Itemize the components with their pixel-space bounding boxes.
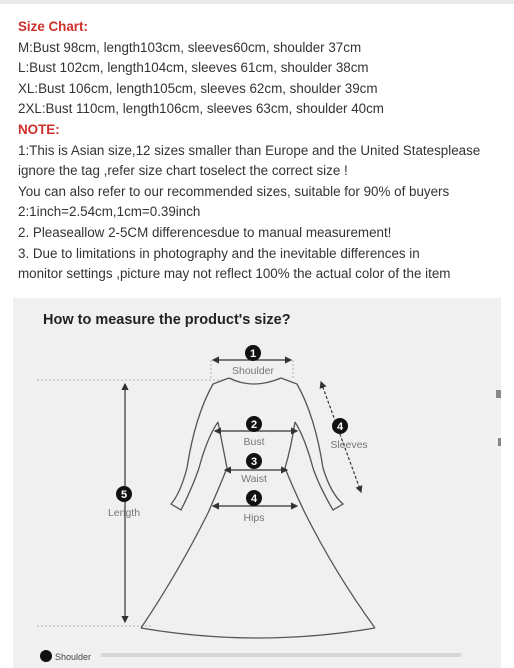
length-label: Length [107,507,141,519]
note-line: 2. Pleaseallow 2-5CM differencesdue to manual measurement! [18,224,392,240]
size-row-m: M:Bust 98cm, length103cm, sleeves60cm, shoulder 37cm [18,39,362,55]
badge-hips [246,490,262,506]
badge-sleeves [332,418,348,434]
size-row-2xl: 2XL:Bust 110cm, length106cm, sleeves 63cm, shoulder 40cm [18,101,384,117]
dress-outline [141,378,375,638]
badge-waist [246,453,262,469]
note-line: 2:1inch=2.54cm,1cm=0.39inch [18,204,201,220]
svg-text:4: 4 [336,421,344,433]
svg-text:1: 1 [249,348,257,360]
note-line: monitor settings ,picture may not reflect 100% the actual color of the item [18,266,451,282]
bust-label: Bust [243,436,265,448]
svg-text:5: 5 [120,489,128,501]
svg-text:3: 3 [250,456,258,468]
badge-bust [246,416,262,432]
size-description [18,17,508,285]
size-row-l: L:Bust 102cm, length104cm, sleeves 61cm, shoulder 38cm [18,60,369,76]
svg-text:2: 2 [250,419,258,431]
note-line: ignore the tag ,refer size chart toselect the correct size ! [18,163,348,179]
note-line: 1:This is Asian size,12 sizes smaller than Europe and the United Statesplease [18,142,481,158]
measure-guide-image [13,298,501,668]
note-title: NOTE: [18,121,60,137]
badge-shoulder [245,345,261,361]
hips-label: Hips [243,512,265,524]
dress-diagram [13,298,501,668]
shoulder-label: Shoulder [231,365,275,377]
sleeves-label: Sleeves [330,439,368,451]
svg-text:Shoulder: Shoulder [55,652,92,662]
svg-text:4: 4 [250,493,258,505]
size-chart-title: Size Chart: [18,19,88,34]
badge-length [116,486,132,502]
size-row-xl: XL:Bust 106cm, length105cm, sleeves 62cm, shoulder 39cm [18,80,378,96]
edge-mark [496,390,501,398]
top-divider [0,0,514,4]
note-line: 3. Due to limitations in photography and the inevitable differences in [18,245,420,261]
measure-guide-title: How to measure the product's size? [43,312,291,328]
edge-mark [498,438,501,446]
footer-shoulder-row [40,650,461,662]
note-line: You can also refer to our recommended sizes, suitable for 90% of buyers [18,183,450,199]
sleeves-arrow [321,382,361,492]
waist-label: Waist [241,473,267,485]
